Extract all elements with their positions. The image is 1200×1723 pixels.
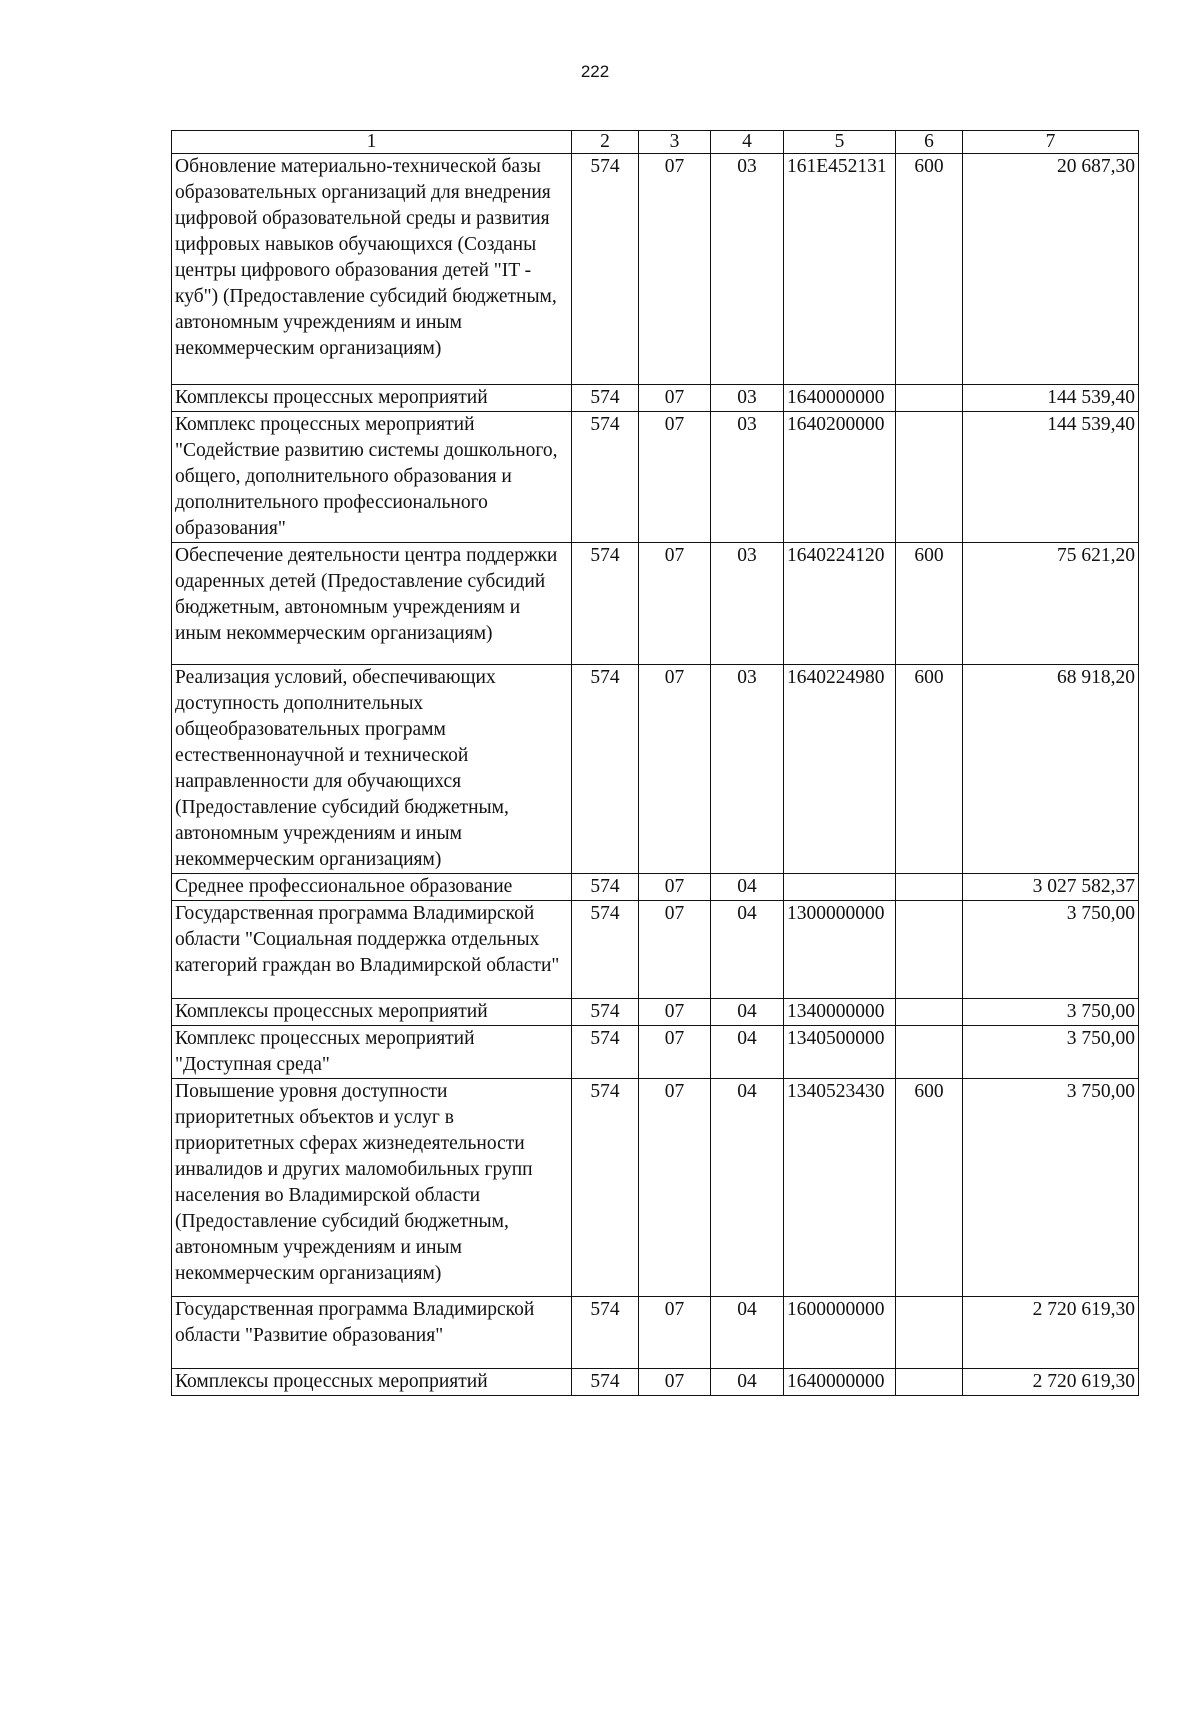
row-subsection-code: 03 [711, 385, 784, 412]
row-ministry-code: 574 [572, 385, 639, 412]
column-header-5: 5 [784, 131, 896, 154]
row-ministry-code: 574 [572, 1369, 639, 1396]
table-header-row [172, 131, 1139, 154]
table-row [172, 665, 1139, 874]
row-subsection-code: 03 [711, 543, 784, 665]
row-ministry-code: 574 [572, 1026, 639, 1079]
row-subsection-code: 04 [711, 999, 784, 1026]
row-target-article-code: 161E452131 [784, 154, 896, 385]
budget-table [171, 130, 1139, 1396]
row-section-code: 07 [639, 665, 711, 874]
row-subsection-code: 04 [711, 1297, 784, 1369]
row-ministry-code: 574 [572, 154, 639, 385]
row-expense-type-code [896, 385, 963, 412]
row-target-article-code: 1300000000 [784, 901, 896, 999]
row-expense-type-code [896, 412, 963, 543]
table-row [172, 1026, 1139, 1079]
row-target-article-code [784, 874, 896, 901]
row-expense-type-code [896, 901, 963, 999]
row-section-code: 07 [639, 1297, 711, 1369]
row-section-code: 07 [639, 543, 711, 665]
row-section-code: 07 [639, 999, 711, 1026]
table-row [172, 543, 1139, 665]
row-description: Государственная программа Владимирской области "Развитие образования" [172, 1297, 572, 1369]
row-section-code: 07 [639, 154, 711, 385]
row-ministry-code: 574 [572, 543, 639, 665]
row-section-code: 07 [639, 901, 711, 999]
column-header-3: 3 [639, 131, 711, 154]
row-expense-type-code [896, 1297, 963, 1369]
row-target-article-code: 1640224120 [784, 543, 896, 665]
row-amount: 3 027 582,37 [963, 874, 1139, 901]
row-target-article-code: 1340000000 [784, 999, 896, 1026]
row-expense-type-code [896, 999, 963, 1026]
page-number: 222 [580, 62, 610, 81]
row-ministry-code: 574 [572, 901, 639, 999]
table-row [172, 1079, 1139, 1297]
row-target-article-code: 1600000000 [784, 1297, 896, 1369]
row-section-code: 07 [639, 1026, 711, 1079]
row-expense-type-code: 600 [896, 154, 963, 385]
table-row [172, 385, 1139, 412]
table-row [172, 874, 1139, 901]
row-target-article-code: 1640000000 [784, 385, 896, 412]
row-description: Государственная программа Владимирской области "Социальная поддержка отдельных категорий граждан во Владимирской области" [172, 901, 572, 999]
row-description: Комплекс процессных мероприятий "Содействие развитию системы дошкольного, общего, дополнительного образования и дополнительного профессионального образования" [172, 412, 572, 543]
row-ministry-code: 574 [572, 1079, 639, 1297]
row-ministry-code: 574 [572, 412, 639, 543]
column-header-6: 6 [896, 131, 963, 154]
table-row [172, 999, 1139, 1026]
column-header-7: 7 [963, 131, 1139, 154]
row-description: Комплексы процессных мероприятий [172, 385, 572, 412]
row-description: Реализация условий, обеспечивающих доступность дополнительных общеобразовательных программ естественнонаучной и технической направленности для обучающихся (Предоставление субсидий бюджетным, автономным учреждениям и иным некоммерческим организациям) [172, 665, 572, 874]
row-amount: 20 687,30 [963, 154, 1139, 385]
row-amount: 3 750,00 [963, 901, 1139, 999]
row-section-code: 07 [639, 1369, 711, 1396]
row-section-code: 07 [639, 385, 711, 412]
row-amount: 144 539,40 [963, 385, 1139, 412]
row-amount: 3 750,00 [963, 1079, 1139, 1297]
row-amount: 144 539,40 [963, 412, 1139, 543]
row-subsection-code: 04 [711, 1079, 784, 1297]
row-section-code: 07 [639, 874, 711, 901]
table-row [172, 1369, 1139, 1396]
row-amount: 3 750,00 [963, 1026, 1139, 1079]
row-description: Обновление материально-технической базы образовательных организаций для внедрения цифровой образовательной среды и развития цифровых навыков обучающихся (Созданы центры цифрового образования детей "IT - куб") (Предоставление субсидий бюджетным, автономным учреждениям и иным некоммерческим организациям) [172, 154, 572, 385]
row-amount: 2 720 619,30 [963, 1369, 1139, 1396]
row-ministry-code: 574 [572, 665, 639, 874]
row-ministry-code: 574 [572, 999, 639, 1026]
row-description: Комплексы процессных мероприятий [172, 1369, 572, 1396]
row-description: Комплекс процессных мероприятий "Доступная среда" [172, 1026, 572, 1079]
row-expense-type-code: 600 [896, 665, 963, 874]
row-subsection-code: 04 [711, 1369, 784, 1396]
row-description: Комплексы процессных мероприятий [172, 999, 572, 1026]
row-subsection-code: 03 [711, 412, 784, 543]
row-description: Повышение уровня доступности приоритетных объектов и услуг в приоритетных сферах жизнедеятельности инвалидов и других маломобильных групп населения во Владимирской области (Предоставление субсидий бюджетным, автономным учреждениям и иным некоммерческим организациям) [172, 1079, 572, 1297]
row-expense-type-code [896, 874, 963, 901]
row-section-code: 07 [639, 1079, 711, 1297]
row-expense-type-code [896, 1369, 963, 1396]
table-row [172, 1297, 1139, 1369]
row-subsection-code: 03 [711, 154, 784, 385]
row-subsection-code: 04 [711, 1026, 784, 1079]
row-target-article-code: 1340500000 [784, 1026, 896, 1079]
row-target-article-code: 1340523430 [784, 1079, 896, 1297]
row-expense-type-code: 600 [896, 543, 963, 665]
row-description: Обеспечение деятельности центра поддержки одаренных детей (Предоставление субсидий бюджетным, автономным учреждениям и иным некоммерческим организациям) [172, 543, 572, 665]
column-header-1: 1 [172, 131, 572, 154]
column-header-2: 2 [572, 131, 639, 154]
row-amount: 75 621,20 [963, 543, 1139, 665]
table-row [172, 901, 1139, 999]
row-target-article-code: 1640224980 [784, 665, 896, 874]
table-row [172, 412, 1139, 543]
row-expense-type-code: 600 [896, 1079, 963, 1297]
row-subsection-code: 04 [711, 901, 784, 999]
row-expense-type-code [896, 1026, 963, 1079]
row-ministry-code: 574 [572, 874, 639, 901]
row-target-article-code: 1640000000 [784, 1369, 896, 1396]
row-target-article-code: 1640200000 [784, 412, 896, 543]
column-header-4: 4 [711, 131, 784, 154]
row-amount: 68 918,20 [963, 665, 1139, 874]
row-amount: 2 720 619,30 [963, 1297, 1139, 1369]
row-subsection-code: 04 [711, 874, 784, 901]
row-amount: 3 750,00 [963, 999, 1139, 1026]
row-description: Среднее профессиональное образование [172, 874, 572, 901]
table-row [172, 154, 1139, 385]
row-ministry-code: 574 [572, 1297, 639, 1369]
row-section-code: 07 [639, 412, 711, 543]
row-subsection-code: 03 [711, 665, 784, 874]
